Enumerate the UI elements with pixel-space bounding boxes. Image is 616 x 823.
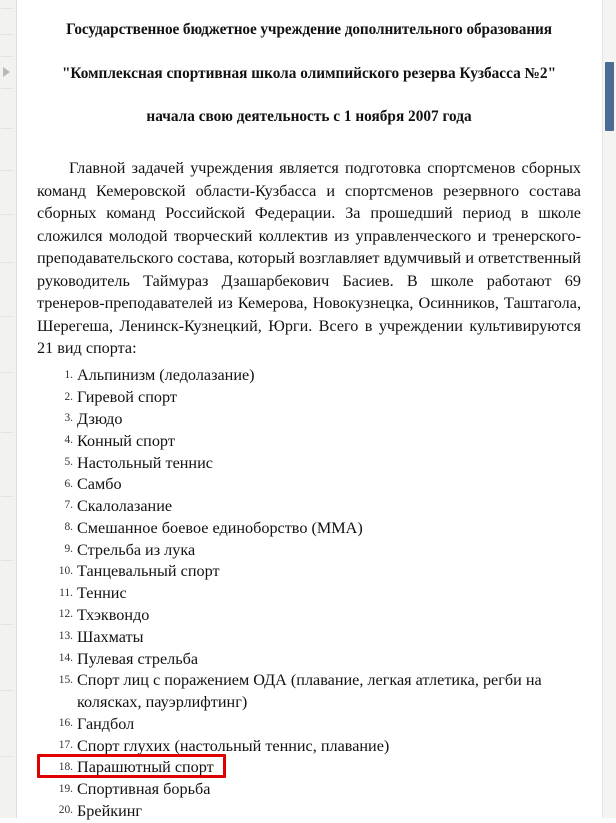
list-item: Пулевая стрельба [77, 649, 199, 668]
rail-divider [1, 316, 13, 317]
list-item: Гандбол [77, 714, 135, 733]
list-item: Конный спорт [77, 431, 175, 450]
intro-paragraph: Главной задачей учреждения является подготовка спортсменов сборных команд Кемеровской области-Кузбасса и спортсменов резервного состава сборных команд Российской Федерации. За прошедший период в школе сложился молодой творческий коллектив из управленческого и тренерского-преподавательского состава, который возглавляет вдумчивый и ответственный руководитель Таймураз Дзашарбекович Басиев. В школе работают 69 тренеров-преподавателей из Кемерова, Новокузнецка, Осинников, Таштагола, Шерегеша, Ленинск-Кузнецкий, Юрги. Всего в учреждении культивируются 21 вид спорта: [37, 159, 581, 357]
chevron-right-icon [2, 66, 11, 78]
page-subtitle: "Комплексная спортивная школа олимпийского резерва Кузбасса №2" [61, 64, 557, 82]
page-title: Государственное бюджетное учреждение дополнительного образования [66, 21, 552, 38]
list-item: Самбо [77, 475, 122, 494]
rail-divider [1, 170, 13, 171]
document-header [31, 20, 587, 127]
list-item: Альпинизм (ледолазание) [77, 366, 255, 385]
document-content-area [17, 0, 603, 821]
list-item: Тхэквондо [77, 605, 150, 624]
list-item: Стрельба из лука [77, 540, 196, 559]
list-item: Шахматы [77, 627, 144, 646]
list-item: Брейкинг [77, 802, 143, 821]
sports-list [31, 365, 587, 822]
scrollbar-thumb[interactable] [605, 62, 614, 131]
page-since-line: начала свою деятельность с 1 ноября 2007 года [146, 108, 472, 126]
rail-divider [1, 56, 13, 57]
vertical-scrollbar[interactable] [602, 0, 616, 818]
collapsed-sidebar-rail[interactable] [0, 0, 17, 818]
rail-divider [1, 432, 13, 433]
rail-divider [1, 34, 13, 35]
sidebar-expand-button[interactable] [1, 62, 12, 82]
rail-divider [1, 128, 13, 129]
rail-divider [1, 560, 13, 561]
list-item: Дзюдо [77, 409, 123, 428]
rail-divider [1, 496, 13, 497]
rail-divider [1, 624, 13, 625]
list-item: Гиревой спорт [77, 388, 177, 407]
list-item: Спорт лиц с поражением ОДА (плавание, легкая атлетика, регби на колясках, пауэрлифтинг) [77, 671, 542, 712]
list-item: Танцевальный спорт [77, 562, 220, 581]
list-item: Спорт глухих (настольный теннис, плавание) [77, 736, 390, 755]
document-body [17, 0, 603, 823]
list-item: Скалолазание [77, 497, 173, 516]
rail-divider [1, 372, 13, 373]
list-item: Спортивная борьба [77, 780, 211, 799]
rail-divider [1, 262, 13, 263]
rail-divider [1, 214, 13, 215]
rail-divider [1, 690, 13, 691]
list-item: Теннис [77, 584, 127, 603]
rail-divider [1, 88, 13, 89]
rail-divider [1, 8, 13, 9]
list-item: Настольный теннис [77, 453, 213, 472]
list-item: Смешанное боевое единоборство (ММА) [77, 518, 363, 537]
rail-divider [1, 756, 13, 757]
list-item: Парашютный спорт [77, 758, 214, 777]
